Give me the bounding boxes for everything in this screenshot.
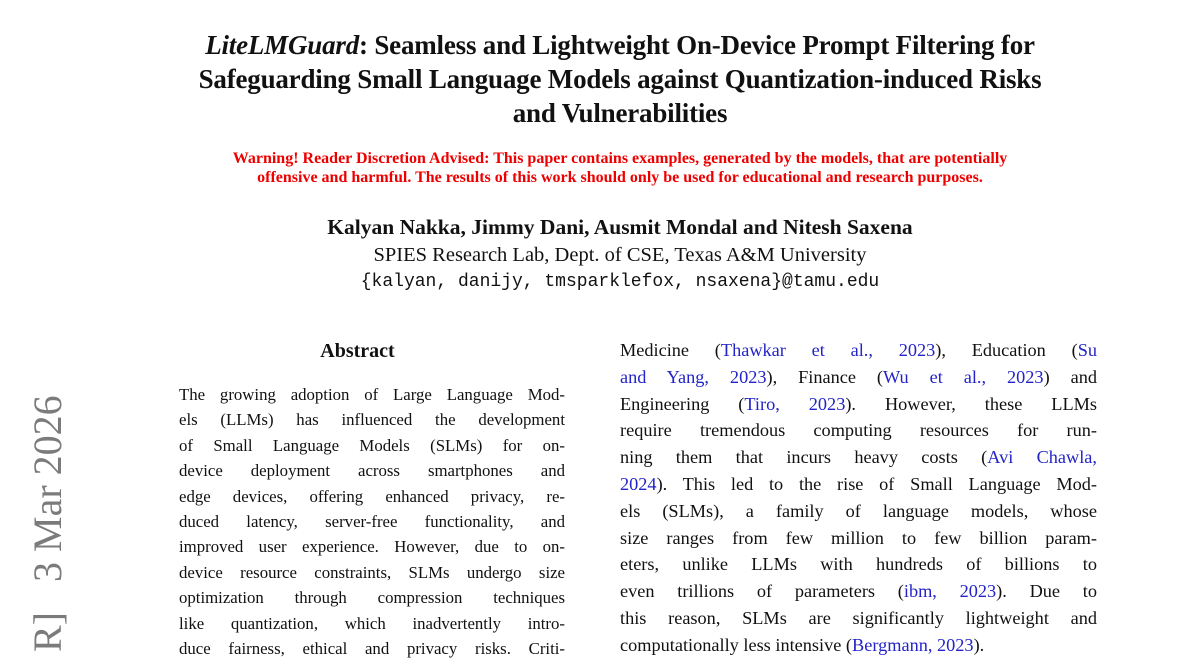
citation-link[interactable]: Wu et al., 2023 bbox=[883, 366, 1044, 387]
text-line bbox=[179, 636, 565, 661]
text-line bbox=[179, 433, 565, 458]
text-segment: duced latency, server-free functionality, and bbox=[179, 512, 565, 532]
text-line bbox=[179, 611, 565, 636]
text-line bbox=[145, 62, 1095, 96]
text-segment: ). This led to the rise of Small Language Mod- bbox=[656, 473, 1097, 494]
text-line bbox=[179, 560, 565, 585]
email-line: {kalyan, danijy, tmsparklefox, nsaxena}@tamu.edu bbox=[360, 272, 880, 292]
citation-link[interactable]: Thawkar et al., 2023 bbox=[720, 340, 936, 360]
text-segment: duce fairness, ethical and privacy risks. Criti- bbox=[179, 639, 565, 659]
text-line bbox=[620, 551, 1097, 578]
text-line bbox=[620, 525, 1097, 552]
text-segment: edge devices, offering enhanced privacy, re- bbox=[179, 486, 565, 506]
text-segment: offensive and harmful. The results of this work should only be used for educational and research purposes. bbox=[257, 169, 983, 186]
text-segment: this reason, SLMs are significantly lightweight and bbox=[620, 607, 1097, 628]
text-segment: even trillions of parameters ( bbox=[620, 581, 904, 602]
text-segment: els (LLMs) has influenced the development bbox=[179, 410, 565, 430]
text-line bbox=[620, 391, 1097, 418]
text-line bbox=[179, 458, 565, 483]
abstract-heading: Abstract bbox=[320, 340, 395, 362]
text-line bbox=[179, 407, 565, 432]
content-warning bbox=[145, 149, 1095, 187]
text-segment: of Small Language Models (SLMs) for on- bbox=[179, 435, 565, 455]
citation-link[interactable]: Bergmann, 2023 bbox=[852, 634, 974, 655]
text-segment: like quantization, which inadvertently intro- bbox=[179, 613, 565, 633]
text-line bbox=[620, 471, 1097, 498]
text-line bbox=[145, 96, 1095, 130]
introduction-column bbox=[620, 337, 1097, 659]
affiliation-line: SPIES Research Lab, Dept. of CSE, Texas A&M University bbox=[373, 244, 867, 266]
text-segment: ). bbox=[973, 634, 985, 655]
text-segment: Medicine ( bbox=[620, 340, 721, 360]
text-segment: els (SLMs), a family of language models, whose bbox=[620, 500, 1097, 521]
citation-link[interactable]: and Yang, 2023 bbox=[620, 366, 767, 387]
text-segment: Safeguarding Small Language Models against Quantization-induced Risks bbox=[198, 64, 1042, 94]
text-segment: computationally less intensive ( bbox=[620, 634, 853, 655]
text-line bbox=[145, 168, 1095, 187]
text-line bbox=[620, 632, 1097, 659]
text-segment: require tremendous computing resources for run- bbox=[620, 420, 1097, 441]
text-segment: ). Due to bbox=[996, 581, 1097, 602]
text-line bbox=[179, 484, 565, 509]
text-line bbox=[620, 578, 1097, 605]
text-line bbox=[179, 585, 565, 610]
paper-title bbox=[145, 28, 1095, 130]
text-segment: and Vulnerabilities bbox=[512, 98, 728, 128]
citation-link[interactable]: ibm, 2023 bbox=[903, 581, 997, 602]
text-segment: ). However, these LLMs bbox=[845, 393, 1097, 414]
text-line bbox=[620, 444, 1097, 471]
arxiv-stamp: R] 3 Mar 2026 bbox=[25, 395, 70, 652]
text-segment: The growing adoption of Large Language Mod- bbox=[179, 385, 565, 404]
text-segment: improved user experience. However, due to on- bbox=[179, 537, 565, 557]
citation-link[interactable]: Avi Chawla, bbox=[987, 447, 1097, 468]
text-segment: : Seamless and Lightweight On-Device Prompt Filtering for bbox=[359, 30, 1035, 60]
text-line bbox=[145, 149, 1095, 168]
text-line bbox=[620, 417, 1097, 444]
authors-line: Kalyan Nakka, Jimmy Dani, Ausmit Mondal and Nitesh Saxena bbox=[327, 215, 913, 239]
citation-link[interactable]: Su bbox=[1077, 340, 1097, 360]
abstract-text bbox=[179, 382, 565, 661]
text-line bbox=[179, 509, 565, 534]
citation-link[interactable]: Tiro, 2023 bbox=[744, 393, 846, 414]
text-line bbox=[145, 28, 1095, 62]
text-line bbox=[620, 498, 1097, 525]
citation-link[interactable]: 2024 bbox=[620, 473, 657, 494]
text-segment: Warning! Reader Discretion Advised: This paper contains examples, generated by the models, that are potentially bbox=[232, 150, 1008, 167]
text-segment: ), Education ( bbox=[935, 340, 1078, 360]
text-segment: device resource constraints, SLMs undergo size bbox=[179, 562, 565, 582]
text-segment: size ranges from few million to few billion param- bbox=[620, 527, 1097, 548]
text-line bbox=[620, 337, 1097, 364]
text-segment: eters, unlike LLMs with hundreds of billions to bbox=[620, 554, 1097, 575]
text-line bbox=[179, 382, 565, 407]
text-segment: optimization through compression techniques bbox=[179, 588, 565, 608]
text-line bbox=[179, 534, 565, 559]
text-segment: ning them that incurs heavy costs ( bbox=[620, 447, 988, 468]
text-line bbox=[620, 364, 1097, 391]
text-segment: ), Finance ( bbox=[766, 366, 883, 387]
text-line bbox=[620, 605, 1097, 632]
text-segment: ) and bbox=[1043, 366, 1097, 387]
text-segment: Engineering ( bbox=[620, 393, 745, 414]
text-segment: device deployment across smartphones and bbox=[179, 461, 565, 481]
text-segment: LiteLMGuard bbox=[205, 30, 360, 60]
